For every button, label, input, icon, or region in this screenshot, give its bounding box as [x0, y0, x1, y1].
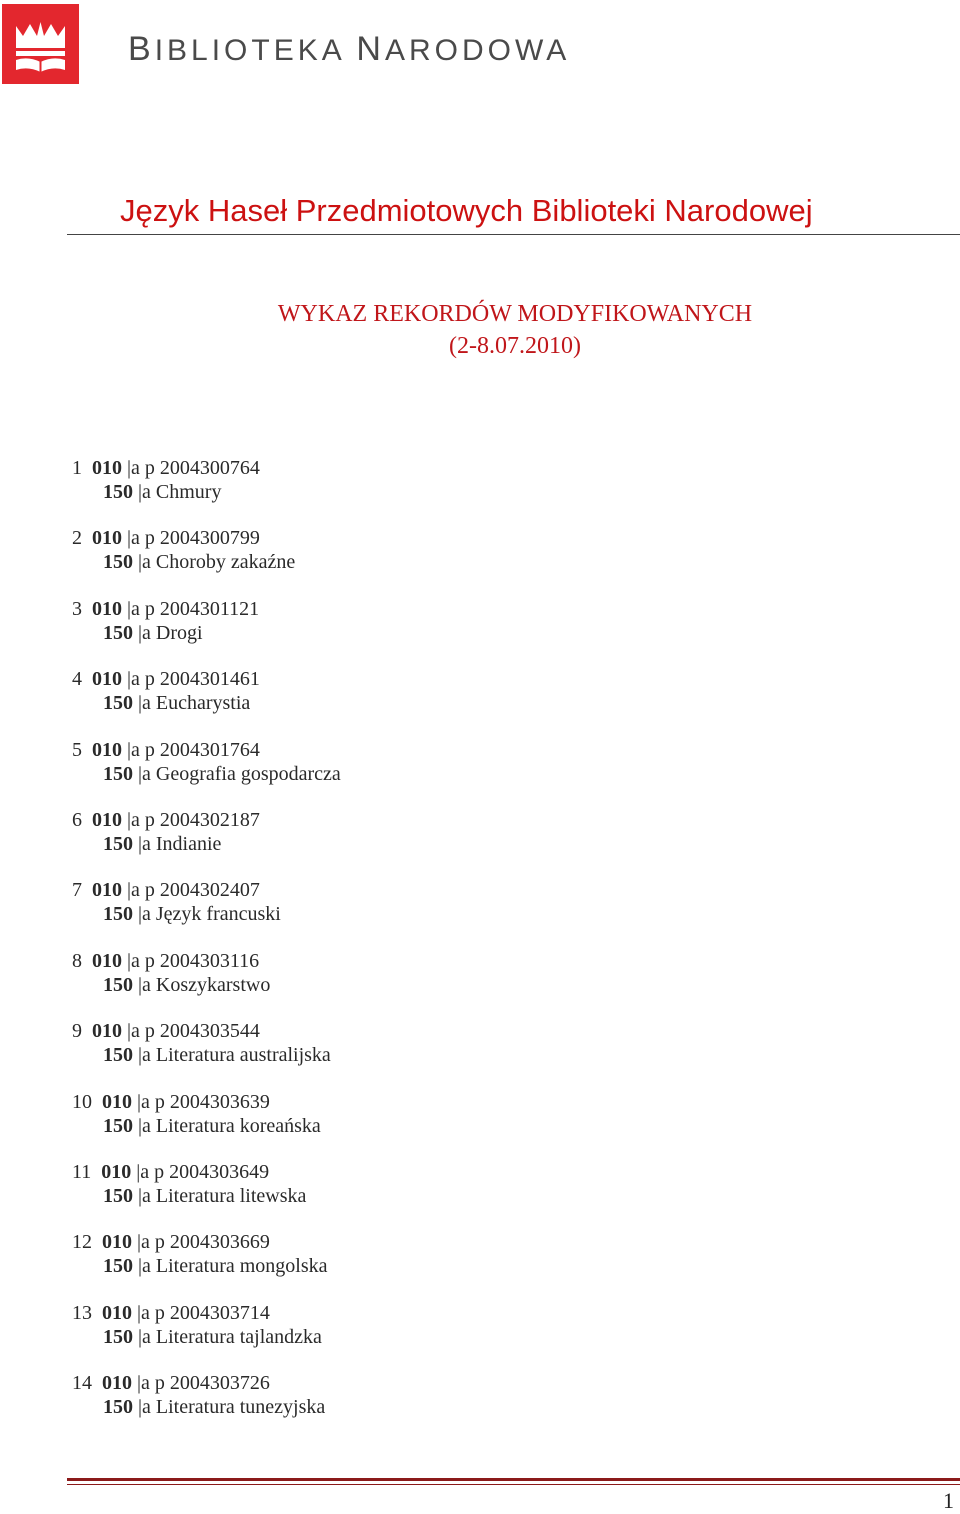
record-010-line	[72, 1019, 260, 1043]
record-010-line	[72, 526, 260, 550]
footer-divider-thin	[67, 1484, 960, 1485]
prefix-p: p	[144, 668, 155, 691]
record-150-line	[103, 973, 270, 997]
subject-heading: Literatura australijska	[155, 1044, 331, 1067]
subfield-a: |a	[138, 551, 151, 574]
crown-book-icon	[2, 4, 79, 84]
control-number: 2004303669	[169, 1231, 270, 1254]
subject-heading: Koszykarstwo	[155, 973, 271, 996]
field-010-tag: 010	[92, 808, 122, 831]
subject-heading: Drogi	[155, 621, 203, 644]
record-150-line	[103, 832, 221, 856]
record-150-line	[103, 1325, 322, 1349]
subfield-a: |a	[138, 1044, 151, 1067]
subfield-a: |a	[127, 1020, 140, 1043]
field-150-tag: 150	[103, 1184, 133, 1207]
page-number: 1	[943, 1488, 954, 1513]
record-number: 5	[72, 738, 82, 761]
subfield-a: |a	[137, 1231, 150, 1254]
record-number: 11	[72, 1160, 92, 1183]
control-number: 2004303544	[159, 1020, 260, 1043]
logo-word-biblioteka: IBLIOTEKA	[154, 34, 357, 67]
subfield-a: |a	[127, 597, 140, 620]
document-title: Język Haseł Przedmiotowych Biblioteki Narodowej	[120, 193, 813, 228]
field-010-tag: 010	[92, 949, 122, 972]
record-010-line	[72, 949, 259, 973]
control-number: 2004303726	[169, 1372, 270, 1395]
subject-heading: Literatura tajlandzka	[155, 1325, 322, 1348]
record-number: 12	[72, 1231, 92, 1254]
record-number: 4	[72, 668, 82, 691]
subject-heading: Geografia gospodarcza	[155, 762, 341, 785]
subfield-a: |a	[138, 903, 151, 926]
control-number: 2004301121	[159, 597, 260, 620]
field-010-tag: 010	[92, 597, 122, 620]
field-150-tag: 150	[103, 1255, 133, 1278]
record-150-line	[103, 902, 281, 926]
control-number: 2004301461	[159, 668, 260, 691]
record-number: 13	[72, 1301, 92, 1324]
subfield-a: |a	[138, 1255, 151, 1278]
prefix-p: p	[144, 527, 155, 550]
subfield-a: |a	[138, 692, 151, 715]
prefix-p: p	[154, 1301, 165, 1324]
logo-letter-n: N	[356, 30, 385, 68]
library-logo	[2, 4, 79, 84]
prefix-p: p	[144, 808, 155, 831]
record-number: 14	[72, 1372, 92, 1395]
field-010-tag: 010	[102, 1372, 132, 1395]
subfield-a: |a	[138, 481, 151, 503]
control-number: 2004302407	[159, 879, 260, 902]
control-number: 2004301764	[159, 738, 260, 761]
record-150-line	[103, 1395, 325, 1419]
subfield-a: |a	[138, 621, 151, 644]
control-number: 2004302187	[159, 808, 260, 831]
field-150-tag: 150	[103, 903, 133, 926]
field-010-tag: 010	[92, 879, 122, 902]
record-150-line	[103, 1043, 331, 1067]
subject-heading: Chmury	[155, 481, 222, 503]
prefix-p: p	[144, 949, 155, 972]
record-number: 2	[72, 527, 82, 550]
subject-heading: Literatura tunezyjska	[155, 1396, 326, 1419]
record-number: 8	[72, 949, 82, 972]
field-150-tag: 150	[103, 1396, 133, 1419]
record-010-line	[72, 878, 260, 902]
field-010-tag: 010	[101, 1160, 132, 1183]
list-date-range: (2-8.07.2010)	[449, 333, 581, 359]
field-010-tag: 010	[92, 738, 122, 761]
field-150-tag: 150	[103, 973, 133, 996]
title-divider	[67, 234, 960, 235]
field-010-tag: 010	[92, 457, 122, 479]
record-number: 7	[72, 879, 82, 902]
field-150-tag: 150	[103, 832, 133, 855]
footer-divider-thick	[67, 1478, 960, 1481]
subfield-a: |a	[137, 1301, 150, 1324]
control-number: 2004300799	[159, 527, 260, 550]
field-150-tag: 150	[103, 1044, 133, 1067]
subfield-a: |a	[138, 762, 151, 785]
record-150-line	[103, 1184, 306, 1208]
subject-heading: Literatura koreańska	[155, 1114, 321, 1137]
record-150-line	[103, 691, 250, 715]
field-010-tag: 010	[92, 527, 122, 550]
subfield-a: |a	[127, 527, 140, 550]
field-150-tag: 150	[103, 1114, 133, 1137]
field-150-tag: 150	[103, 551, 133, 574]
subject-heading: Eucharystia	[155, 692, 251, 715]
prefix-p: p	[144, 879, 155, 902]
record-150-line	[103, 621, 203, 645]
record-number: 10	[72, 1090, 92, 1113]
record-010-line	[72, 597, 259, 621]
logo-letter-b: B	[128, 30, 155, 68]
subject-heading: Literatura litewska	[155, 1184, 307, 1207]
record-010-line	[72, 1090, 270, 1114]
prefix-p: p	[144, 457, 155, 479]
prefix-p: p	[154, 1372, 165, 1395]
record-010-line	[72, 808, 260, 832]
subfield-a: |a	[138, 1114, 151, 1137]
control-number: 2004303649	[169, 1160, 270, 1183]
record-010-line	[72, 1371, 270, 1395]
subfield-a: |a	[137, 1372, 150, 1395]
field-010-tag: 010	[92, 668, 122, 691]
subject-heading: Literatura mongolska	[155, 1255, 328, 1278]
logo-word-narodowa: ARODOWA	[384, 34, 571, 67]
field-150-tag: 150	[103, 692, 133, 715]
subfield-a: |a	[127, 457, 140, 479]
subject-heading: Choroby zakaźne	[155, 551, 296, 574]
subject-heading: Indianie	[155, 832, 222, 855]
field-010-tag: 010	[102, 1090, 132, 1113]
library-name	[128, 30, 570, 69]
field-150-tag: 150	[103, 762, 133, 785]
subfield-a: |a	[127, 738, 140, 761]
prefix-p: p	[154, 1160, 165, 1183]
record-number: 9	[72, 1020, 82, 1043]
record-010-line	[72, 1301, 270, 1325]
record-010-line	[72, 667, 260, 691]
record-150-line	[103, 762, 341, 786]
field-010-tag: 010	[102, 1231, 132, 1254]
subfield-a: |a	[127, 808, 140, 831]
field-150-tag: 150	[103, 1325, 133, 1348]
record-150-line	[103, 480, 221, 504]
field-010-tag: 010	[102, 1301, 132, 1324]
subfield-a: |a	[138, 973, 151, 996]
list-heading: WYKAZ REKORDÓW MODYFIKOWANYCH	[277, 301, 753, 327]
record-150-line	[103, 1114, 321, 1138]
prefix-p: p	[144, 738, 155, 761]
field-150-tag: 150	[103, 621, 133, 644]
control-number: 2004303639	[169, 1090, 270, 1113]
subfield-a: |a	[137, 1090, 150, 1113]
control-number: 2004303714	[169, 1301, 270, 1324]
record-010-line	[72, 1230, 270, 1254]
control-number: 2004300764	[159, 457, 260, 479]
subfield-a: |a	[138, 1396, 151, 1419]
record-number: 3	[72, 597, 82, 620]
record-150-line	[103, 1254, 328, 1278]
subfield-a: |a	[127, 668, 140, 691]
subfield-a: |a	[136, 1160, 150, 1183]
subfield-a: |a	[138, 1325, 151, 1348]
subfield-a: |a	[138, 832, 151, 855]
subject-heading: Język francuski	[155, 903, 281, 926]
record-010-line	[72, 456, 260, 480]
record-number: 1	[72, 457, 82, 479]
record-number: 6	[72, 808, 82, 831]
field-010-tag: 010	[92, 1020, 122, 1043]
prefix-p: p	[144, 1020, 155, 1043]
record-150-line	[103, 550, 295, 574]
prefix-p: p	[154, 1231, 165, 1254]
subfield-a: |a	[127, 879, 140, 902]
field-150-tag: 150	[103, 481, 133, 503]
record-010-line	[72, 738, 260, 762]
record-010-line	[72, 1160, 269, 1184]
prefix-p: p	[144, 597, 155, 620]
subfield-a: |a	[127, 949, 140, 972]
subfield-a: |a	[138, 1184, 151, 1207]
prefix-p: p	[154, 1090, 165, 1113]
control-number: 2004303116	[159, 949, 260, 972]
